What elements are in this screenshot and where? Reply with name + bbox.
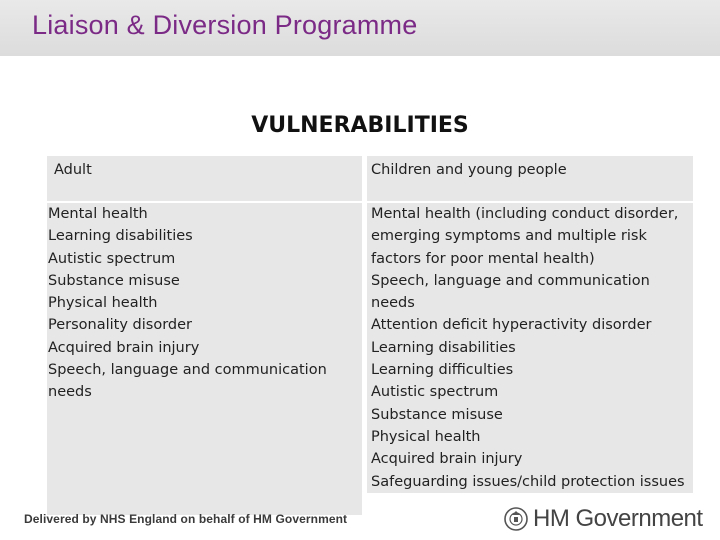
hm-government-logo [503,506,703,532]
children-vulnerabilities-list [371,203,693,493]
header-bar [0,0,720,56]
adult-list-item: Substance misuse [48,272,180,289]
children-list-item: Autistic spectrum [371,384,499,401]
adult-list-item: Speech, language and communication needs [48,362,327,401]
children-list-item: Safeguarding issues/child protection issues [371,473,685,490]
hm-government-text: HM Government [533,505,703,532]
children-list-item: Mental health (including conduct disorder, emerging symptoms and multiple risk factors for poor mental health) [371,206,679,267]
children-column-header: Children and young people [371,162,567,178]
adult-vulnerabilities-list [48,203,348,404]
footer-delivered-by: Delivered by NHS England on behalf of HM Government [24,512,348,526]
adult-list-item: Learning disabilities [48,228,193,245]
adult-list-item: Physical health [48,295,158,312]
adult-list-item: Personality disorder [48,317,192,334]
children-list-item: Learning difficulties [371,362,514,379]
adult-list-item: Autistic spectrum [48,250,176,267]
children-list-item: Learning disabilities [371,339,516,356]
royal-crest-icon [503,506,529,532]
programme-title: Liaison & Diversion Programme [32,10,418,40]
children-list-item: Substance misuse [371,406,503,423]
children-list-item: Physical health [371,428,481,445]
adult-list-item: Acquired brain injury [48,339,200,356]
adult-column-header: Adult [54,162,92,178]
adult-header-cell [47,156,362,201]
children-list-item: Acquired brain injury [371,451,523,468]
children-list-item: Attention deficit hyperactivity disorder [371,317,652,334]
adult-list-item: Mental health [48,206,148,222]
children-list-item: Speech, language and communication needs [371,272,650,312]
slide-title: VULNERABILITIES [251,113,469,138]
